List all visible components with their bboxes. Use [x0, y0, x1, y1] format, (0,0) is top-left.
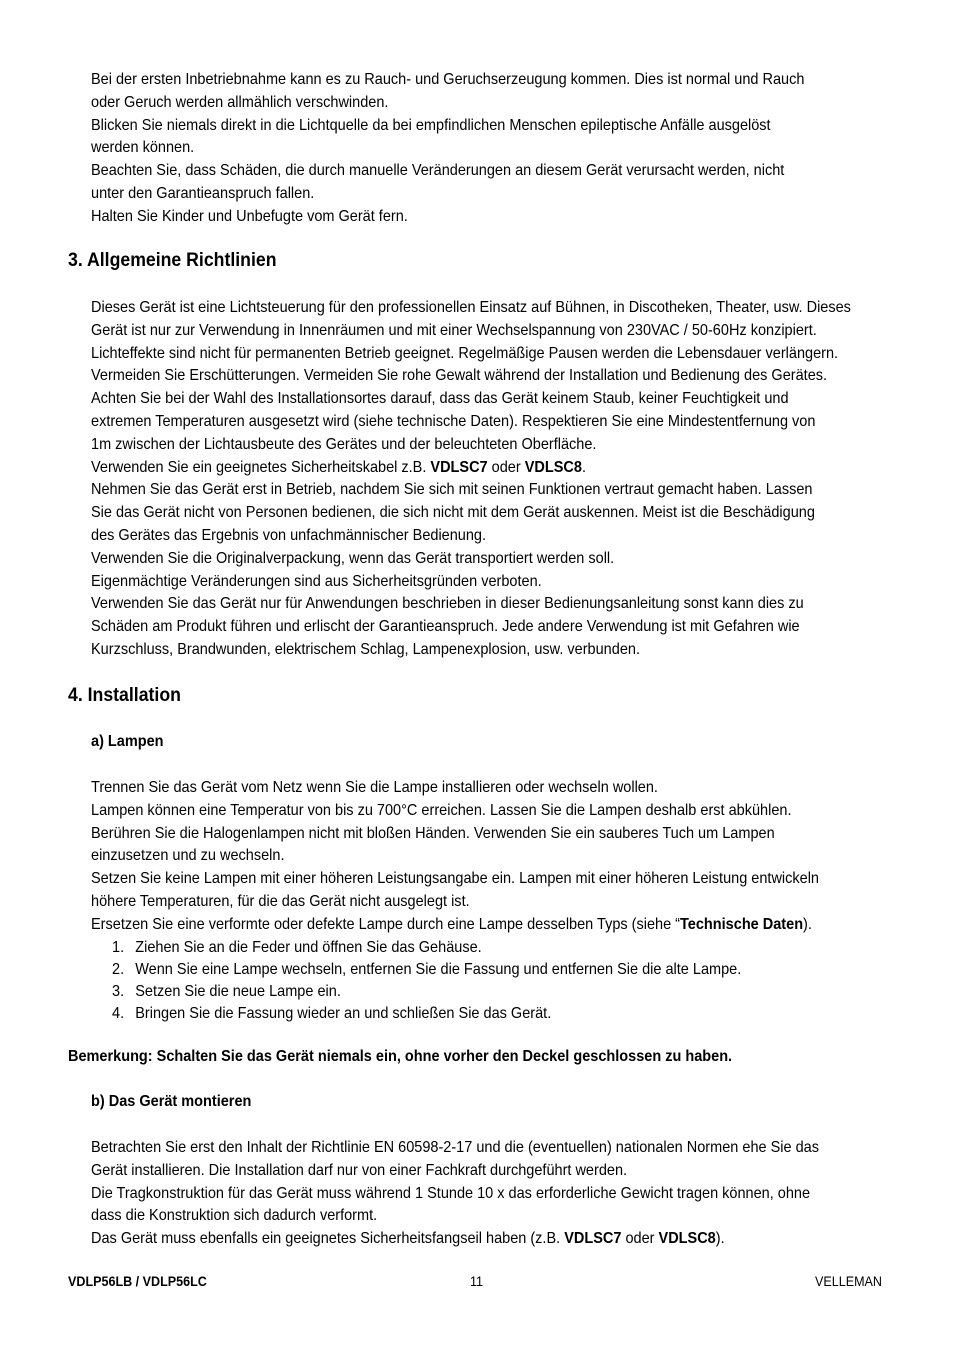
intro-line: Halten Sie Kinder und Unbefugte vom Gerät fern.: [91, 207, 408, 225]
replace-lamp-line: [91, 914, 891, 937]
mounting-body: [91, 1137, 891, 1251]
section-4-heading: 4. Installation: [68, 685, 181, 706]
technical-data-ref: Technische Daten: [680, 915, 804, 933]
body-line: Die Tragkonstruktion für das Gerät muss während 1 Stunde 10 x das erforderliche Gewicht tragen können, ohne: [91, 1184, 811, 1202]
rope-text-mid: oder: [621, 1230, 659, 1248]
body-line: Vermeiden Sie Erschütterungen. Vermeiden Sie rohe Gewalt während der Installation und Bedienung des Gerätes.: [91, 367, 828, 385]
warning-note: Bemerkung: Schalten Sie das Gerät niemals ein, ohne vorher den Deckel geschlossen zu haben.: [68, 1048, 733, 1065]
body-line: Lichteffekte sind nicht für permanenten Betrieb geeignet. Regelmäßige Pausen werden die Lebensdauer verlängern.: [91, 344, 839, 362]
intro-line: oder Geruch werden allmählich verschwinden.: [91, 93, 389, 111]
list-item: [112, 937, 741, 959]
footer-model: VDLP56LB / VDLP56LC: [68, 1274, 207, 1289]
subsection-b-heading: b) Das Gerät montieren: [91, 1093, 252, 1110]
body-line: Trennen Sie das Gerät vom Netz wenn Sie die Lampe installieren oder wechseln wollen.: [91, 779, 658, 796]
replace-text-end: ).: [803, 915, 812, 933]
intro-line: unter den Garantieanspruch fallen.: [91, 184, 315, 202]
subsection-a-heading: a) Lampen: [91, 733, 164, 750]
list-item: [112, 959, 741, 981]
body-line: Setzen Sie keine Lampen mit einer höheren Leistungsangabe ein. Lampen mit einer höheren Leistung entwickeln: [91, 870, 820, 888]
intro-line: werden können.: [91, 139, 195, 157]
cable-model-a: VDLSC7: [430, 458, 488, 476]
intro-paragraph: [91, 69, 891, 229]
step-number: 1.: [112, 939, 125, 956]
cable-text-mid: oder: [487, 458, 525, 476]
lamp-steps-list: [112, 937, 741, 1025]
body-line: Sie das Gerät nicht von Personen bedienen, die sich nicht mit dem Gerät auskennen. Meist ist die Beschädigung: [91, 504, 815, 522]
rope-model-a: VDLSC7: [564, 1230, 622, 1248]
cable-text-end: .: [581, 458, 586, 476]
body-line: Schäden am Produkt führen und erlischt der Garantieanspruch. Jede andere Verwendung ist mit Gefahren wie: [91, 618, 800, 636]
cable-text: Verwenden Sie ein geeignetes Sicherheitskabel z.B.: [91, 458, 431, 476]
footer-page-number: 11: [470, 1274, 484, 1289]
intro-line: Beachten Sie, dass Schäden, die durch manuelle Veränderungen an diesem Gerät verursacht werden, nicht: [91, 162, 785, 180]
list-item: [112, 981, 741, 1003]
body-line: einzusetzen und zu wechseln.: [91, 847, 285, 865]
body-line: des Gerätes das Ergebnis von unfachmännischer Bedienung.: [91, 526, 487, 544]
body-line: Dieses Gerät ist eine Lichtsteuerung für den professionellen Einsatz auf Bühnen, in Discotheken, Theater, usw. Dieses: [91, 299, 851, 316]
intro-line: Blicken Sie niemals direkt in die Lichtquelle da bei empfindlichen Menschen epileptische Anfälle ausgelöst: [91, 116, 771, 134]
body-line: Berühren Sie die Halogenlampen nicht mit bloßen Händen. Verwenden Sie ein sauberes Tuch um Lampen: [91, 824, 775, 842]
body-line: Verwenden Sie das Gerät nur für Anwendungen beschrieben in dieser Bedienungsanleitung sonst kann dies zu: [91, 595, 804, 613]
step-text: Setzen Sie die neue Lampe ein.: [135, 983, 341, 1000]
body-line: höhere Temperaturen, für die das Gerät nicht ausgelegt ist.: [91, 892, 470, 910]
replace-text: Ersetzen Sie eine verformte oder defekte Lampe durch eine Lampe desselben Typs (siehe “: [91, 915, 681, 933]
rope-text-end: ).: [715, 1230, 725, 1248]
body-line: Nehmen Sie das Gerät erst in Betrieb, nachdem Sie sich mit seinen Funktionen vertraut gemacht haben. Lassen: [91, 481, 813, 499]
body-line: Gerät ist nur zur Verwendung in Innenräumen und mit einer Wechselspannung von 230VAC / 50-60Hz konzipiert.: [91, 321, 817, 339]
body-line: Lampen können eine Temperatur von bis zu 700°C erreichen. Lassen Sie die Lampen deshalb erst abkühlen.: [91, 801, 792, 819]
body-line: 1m zwischen der Lichtausbeute des Gerätes und der beleuchteten Oberfläche.: [91, 435, 597, 453]
body-line: Gerät installieren. Die Installation darf nur von einer Fachkraft durchgeführt werden.: [91, 1161, 628, 1179]
step-number: 3.: [112, 983, 125, 1000]
step-number: 4.: [112, 1005, 125, 1022]
step-text: Ziehen Sie an die Feder und öffnen Sie das Gehäuse.: [135, 939, 482, 956]
safety-rope-line: [91, 1228, 891, 1251]
lamps-body: [91, 777, 891, 937]
body-line: Verwenden Sie die Originalverpackung, wenn das Gerät transportiert werden soll.: [91, 549, 615, 567]
body-line: extremen Temperaturen ausgesetzt wird (siehe technische Daten). Respektieren Sie eine Mindestentfernung von: [91, 412, 816, 430]
body-line: Kurzschluss, Brandwunden, elektrischem Schlag, Lampenexplosion, usw. verbunden.: [91, 640, 640, 658]
safety-cable-line: [91, 457, 891, 480]
footer-brand: VELLEMAN: [815, 1274, 882, 1289]
rope-text: Das Gerät muss ebenfalls ein geeignetes Sicherheitsfangseil haben (z.B.: [91, 1230, 565, 1248]
list-item: [112, 1003, 741, 1025]
step-number: 2.: [112, 961, 125, 978]
intro-line: Bei der ersten Inbetriebnahme kann es zu Rauch- und Geruchserzeugung kommen. Dies ist normal und Rauch: [91, 71, 805, 88]
body-line: Betrachten Sie erst den Inhalt der Richtlinie EN 60598-2-17 und die (eventuellen) nationalen Normen ehe Sie das: [91, 1139, 819, 1156]
step-text: Wenn Sie eine Lampe wechseln, entfernen Sie die Fassung und entfernen Sie die alte Lampe.: [135, 961, 742, 978]
step-text: Bringen Sie die Fassung wieder an und schließen Sie das Gerät.: [135, 1005, 552, 1022]
body-line: Achten Sie bei der Wahl des Installationsortes darauf, dass das Gerät keinem Staub, keiner Feuchtigkeit und: [91, 390, 789, 408]
section-3-body: [91, 297, 891, 662]
rope-model-b: VDLSC8: [658, 1230, 716, 1248]
section-3-heading: 3. Allgemeine Richtlinien: [68, 250, 277, 271]
body-line: dass die Konstruktion sich dadurch verformt.: [91, 1207, 378, 1225]
body-line: Eigenmächtige Veränderungen sind aus Sicherheitsgründen verboten.: [91, 572, 542, 590]
cable-model-b: VDLSC8: [524, 458, 582, 476]
